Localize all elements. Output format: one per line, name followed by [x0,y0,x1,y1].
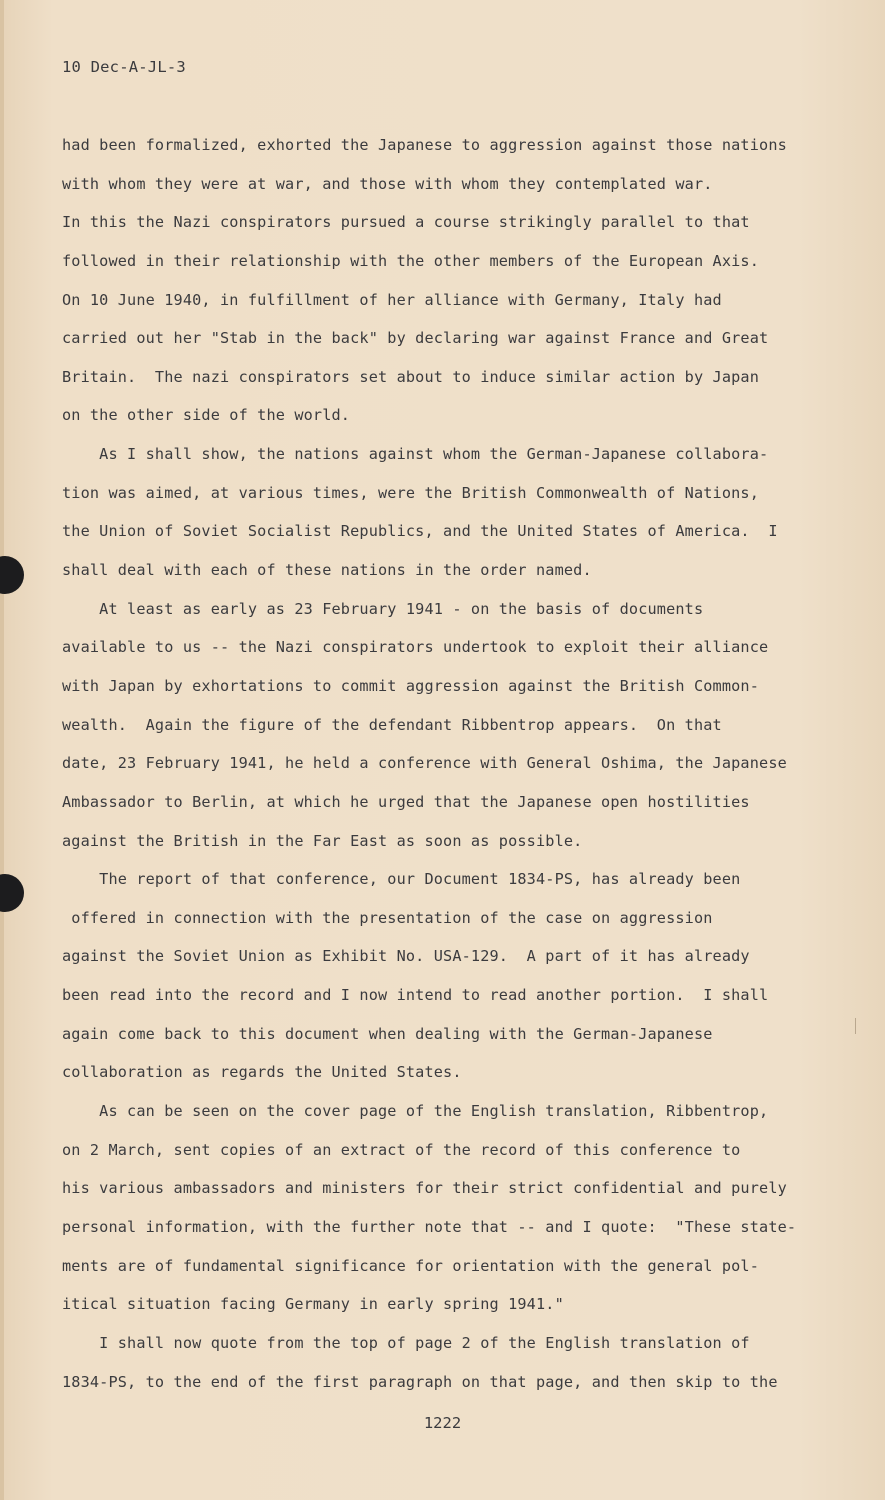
text-line: shall deal with each of these nations in the order named. [62,561,592,580]
text-line: available to us -- the Nazi conspirators undertook to exploit their alliance [62,638,769,657]
text-line: I shall now quote from the top of page 2 of the English translation of [62,1333,750,1352]
text-line: on the other side of the world. [62,406,351,425]
punch-hole-lower [0,874,24,912]
text-line: his various ambassadors and ministers for their strict confidential and purely [62,1179,787,1198]
text-line: with Japan by exhortations to commit aggression against the British Common- [62,676,760,695]
text-line: against the British in the Far East as soon as possible. [62,831,583,850]
text-line: wealth. Again the figure of the defendant Ribbentrop appears. On that [62,715,722,734]
document-reference: 10 Dec-A-JL-3 [62,58,186,76]
page-number: 1222 [423,1414,462,1432]
text-line: on 2 March, sent copies of an extract of the record of this conference to [62,1140,741,1159]
text-line: At least as early as 23 February 1941 - on the basis of documents [62,599,704,618]
text-line: itical situation facing Germany in early spring 1941." [62,1295,564,1314]
text-line: carried out her "Stab in the back" by declaring war against France and Great [62,329,769,348]
text-line: The report of that conference, our Document 1834-PS, has already been [62,870,741,889]
punch-hole-upper [0,556,24,594]
text-line: Britain. The nazi conspirators set about to induce similar action by Japan [62,367,760,386]
text-line: 1834-PS, to the end of the first paragraph on that page, and then skip to the [62,1372,778,1391]
text-line: On 10 June 1940, in fulfillment of her alliance with Germany, Italy had [62,290,722,309]
text-line: Ambassador to Berlin, at which he urged that the Japanese open hostilities [62,792,750,811]
text-line: the Union of Soviet Socialist Republics, and the United States of America. I [62,522,778,541]
text-line: date, 23 February 1941, he held a conference with General Oshima, the Japanese [62,754,787,773]
text-line: personal information, with the further note that -- and I quote: "These state- [62,1217,797,1236]
text-line: had been formalized, exhorted the Japanese to aggression against those nations [62,136,787,154]
text-line: As can be seen on the cover page of the English translation, Ribbentrop, [62,1102,769,1121]
text-line: As I shall show, the nations against whom the German-Japanese collabora- [62,445,769,464]
text-line: against the Soviet Union as Exhibit No. USA-129. A part of it has already [62,947,750,966]
text-line: In this the Nazi conspirators pursued a course strikingly parallel to that [62,213,750,232]
text-line: again come back to this document when dealing with the German-Japanese [62,1024,713,1043]
text-line: tion was aimed, at various times, were the British Commonwealth of Nations, [62,483,760,502]
text-line: offered in connection with the presentation of the case on aggression [62,908,713,927]
text-line: followed in their relationship with the other members of the European Axis. [62,251,760,270]
transcript-body [62,132,822,1407]
text-line: ments are of fundamental significance for orientation with the general pol- [62,1256,760,1275]
text-line: been read into the record and I now intend to read another portion. I shall [62,986,769,1005]
text-line: with whom they were at war, and those with whom they contemplated war. [62,174,713,193]
paper-edge [0,0,4,1500]
margin-mark [855,1018,856,1034]
text-line: collaboration as regards the United States. [62,1063,462,1082]
